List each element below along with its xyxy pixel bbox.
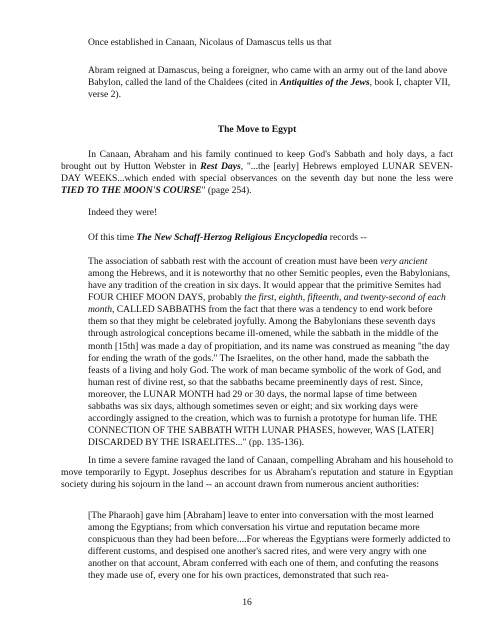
paragraph-hutton-webster [61,149,453,197]
emphasis-moon-course: TIED TO THE MOON'S COURSE [61,185,202,197]
paragraph-famine-egypt [61,455,453,491]
book-title-schaff-herzog: The New Schaff-Herzog Religious Encyclopedia [136,232,328,243]
quote-sabbath-association [88,256,452,449]
paragraph-indeed [88,207,452,219]
emphasis-moon-days: the first, eighth, fifteenth, and twenty-second of each month [88,292,446,316]
paragraph-text: " (page 254). [201,185,252,197]
paragraph-text: Of this time [88,232,137,243]
quote-pharaoh [88,510,452,582]
book-title-rest-days: Rest Days [200,161,241,173]
quote-abram-damascus [88,65,452,101]
heading-text: The Move to Egypt [217,124,297,135]
paragraph-text: Indeed they were! [88,207,158,218]
paragraph-nicolaus-intro [88,37,452,49]
quote-text: among the Hebrews, and it is noteworthy that no other Semitic peoples, even the Babylonians, have any tradition of the creation in six days. It would appear that the primitive Semites had FOUR CHIEF MOON DAYS, probably [88,268,451,304]
quote-text: The association of sabbath rest with the account of creation must have been [88,256,381,267]
quote-citation: , book I, chapter VII, verse 2). [88,77,451,101]
emphasis-very-ancient: very ancient [380,256,428,267]
paragraph-text: Once established in Canaan, Nicolaus of Damascus tells us that [88,37,332,48]
page-number [0,597,494,609]
paragraph-text: records -- [327,232,367,243]
paragraph-schaff-herzog-intro [88,232,452,244]
section-heading [61,124,453,136]
page-number-text: 16 [242,597,252,608]
paragraph-text: In Canaan, Abraham and his family continued to keep God's Sabbath and holy days, a fact brought out by Hutton Webster in [61,149,453,173]
quote-text: [The Pharaoh] gave him [Abraham] leave to enter into conversation with the most learned among the Egyptians; from which conversation his virtue and reputation became more conspicuous than they had been before....For whereas the Egyptians were formerly addicted to different customs, and despised one another's sacred rites, and were very angry with one another on that account, Abram conferred with each one of them, and confuting the reasons they made use of, every one for his own practices, demonstrated that such rea- [88,510,451,582]
quote-text: Abram reigned at Damascus, being a foreigner, who came with an army out of the land above Babylon, called the land of the Chaldees (cited in [88,65,448,89]
paragraph-text: , "...the [early] Hebrews employed LUNAR SEVEN-DAY WEEKS...which ended with special observances on the seventh day but none the less were [61,161,453,185]
paragraph-text: In time a severe famine ravaged the land of Canaan, compelling Abraham and his household to move temporarily to Egypt. Josephus describes for us Abraham's reputation and stature in Egyptian society during his sojourn in the land -- an account drawn from numerous ancient authorities: [61,455,453,491]
book-title-antiquities: Antiquities of the Jews [279,77,370,89]
quote-text: , CALLED SABBATHS from the fact that there was a tendency to end work before them so that they might be celebrated joyfully. Among the Babylonians these seventh days through astrological conceptions became ill-omened, while the sabbath in the middle of the month [15th] was made a day of propitiation, and its name was construed as meaning "the day for ending the wrath of the gods." The Israelites, on the other hand, made the sabbath the feasts of a living and holy God. The work of man became symbolic of the work of God, and human rest of divine rest, so that the sabbaths became preeminently days of rest. Since, moreover, the LUNAR MONTH had 29 or 30 days, the normal lapse of time between sabbaths was six days, although sometimes seven or eight; and six working days were accordingly assigned to the creation, which was to furnish a prototype for human life. THE CONNECTION OF THE SABBATH WITH LUNAR PHASES, however, WAS [LATER] DISCARDED BY THE ISRAELITES..." (pp. 135-136). [88,304,450,449]
